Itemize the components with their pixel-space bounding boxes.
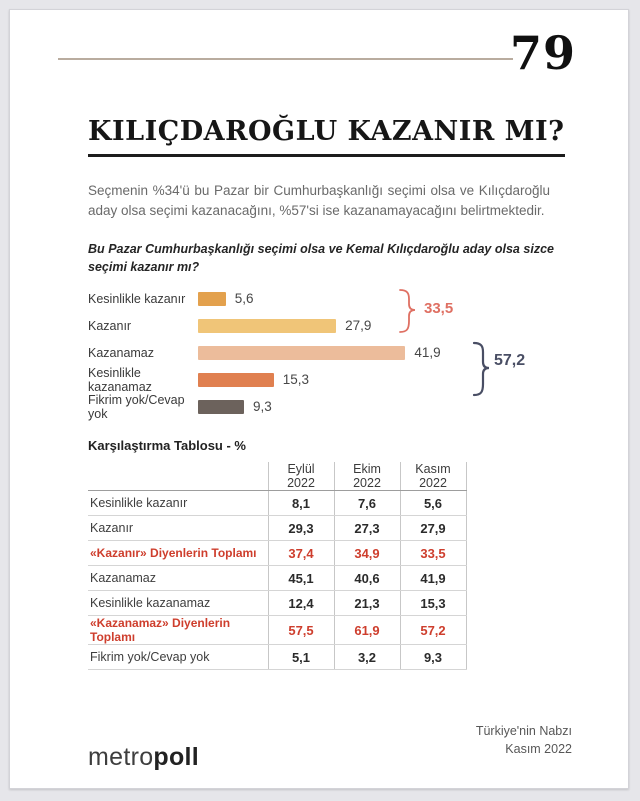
cell-value: 40,6	[334, 566, 400, 591]
row-label: Fikrim yok/Cevap yok	[88, 645, 268, 670]
cell-value: 45,1	[268, 566, 334, 591]
bar	[198, 319, 336, 333]
kazanamaz-total-label: 57,2	[494, 352, 526, 369]
row-label: Kazanamaz	[88, 566, 268, 591]
cell-value: 34,9	[334, 541, 400, 566]
category-label: Fikrim yok/Cevap yok	[88, 392, 185, 421]
metropoll-logo	[88, 743, 199, 772]
cell-value: 33,5	[400, 541, 466, 566]
chart-row	[88, 285, 588, 312]
cell-value: 3,2	[334, 645, 400, 670]
cell-value: 57,5	[268, 616, 334, 645]
cell-value: 9,3	[400, 645, 466, 670]
category-label: Kesinlikle kazanır	[88, 291, 186, 306]
bar	[198, 292, 226, 306]
table-row	[88, 616, 466, 645]
footer-series-name: Türkiye'nin Nabzı	[475, 724, 572, 738]
cell-value: 7,6	[334, 491, 400, 516]
row-label: «Kazanır» Diyenlerin Toplamı	[88, 541, 268, 566]
table-header-row	[88, 462, 466, 491]
cell-value: 8,1	[268, 491, 334, 516]
table-column-header: Eylül 2022	[268, 462, 334, 491]
bar-chart	[88, 285, 588, 425]
category-label: Kazanamaz	[88, 345, 155, 360]
row-label: Kesinlikle kazanır	[88, 491, 268, 516]
row-label: Kazanır	[88, 516, 268, 541]
intro-text: Seçmenin %34'ü bu Pazar bir Cumhurbaşkanlığı seçimi olsa ve Kılıçdaroğlu aday olsa seçimi kazanacağını, %57'si ise kazanamayacağını belirtmektedir.	[88, 183, 550, 218]
table-row	[88, 566, 466, 591]
table-row	[88, 516, 466, 541]
bar	[198, 346, 405, 360]
cell-value: 15,3	[400, 591, 466, 616]
cell-value: 5,6	[400, 491, 466, 516]
header-rule	[58, 58, 513, 60]
kazanamaz-group-bracket-icon	[472, 341, 492, 397]
cell-value: 21,3	[334, 591, 400, 616]
table-column-header: Ekim 2022	[334, 462, 400, 491]
cell-value: 61,9	[334, 616, 400, 645]
comparison-table	[88, 462, 467, 670]
cell-value: 27,3	[334, 516, 400, 541]
row-label: «Kazanamaz» Diyenlerin Toplamı	[88, 616, 268, 645]
kazanir-total-label: 33,5	[424, 300, 454, 317]
category-label: Kazanır	[88, 318, 132, 333]
bar-value-label: 9,3	[253, 399, 272, 414]
bar-value-label: 15,3	[282, 372, 310, 387]
chart-row	[88, 366, 588, 393]
page-number: 79	[509, 26, 576, 80]
table-row	[88, 541, 466, 566]
footer-note	[476, 722, 572, 758]
cell-value: 27,9	[400, 516, 466, 541]
cell-value: 12,4	[268, 591, 334, 616]
logo-light-part: metro	[88, 743, 154, 771]
page-title: KILIÇDAROĞLU KAZANIR MI?	[88, 116, 565, 157]
chart-row	[88, 312, 588, 339]
cell-value: 5,1	[268, 645, 334, 670]
table-header-empty-cell	[88, 462, 268, 491]
table-row	[88, 591, 466, 616]
table-row	[88, 491, 466, 516]
survey-question: Bu Pazar Cumhurbaşkanlığı seçimi olsa ve Kemal Kılıçdaroğlu aday olsa sizce seçimi kazanır mı?	[88, 242, 554, 274]
chart-row	[88, 393, 588, 420]
bar-value-label: 27,9	[345, 318, 372, 333]
category-label: Kesinlikle kazanamaz	[88, 365, 152, 394]
footer-date: Kasım 2022	[505, 742, 572, 757]
cell-value: 57,2	[400, 616, 466, 645]
bar-value-label: 5,6	[234, 291, 254, 306]
kazanir-group-bracket-icon	[398, 288, 418, 334]
cell-value: 37,4	[268, 541, 334, 566]
logo-bold-part: poll	[153, 743, 200, 771]
bar-value-label: 41,9	[414, 345, 441, 360]
report-page	[9, 9, 629, 789]
table-column-header: Kasım 2022	[400, 462, 466, 491]
row-label: Kesinlikle kazanamaz	[88, 591, 268, 616]
table-title: Karşılaştırma Tablosu - %	[88, 438, 246, 453]
bar	[198, 400, 244, 414]
cell-value: 41,9	[400, 566, 466, 591]
bar	[198, 373, 274, 387]
cell-value: 29,3	[268, 516, 334, 541]
table-row	[88, 645, 466, 670]
